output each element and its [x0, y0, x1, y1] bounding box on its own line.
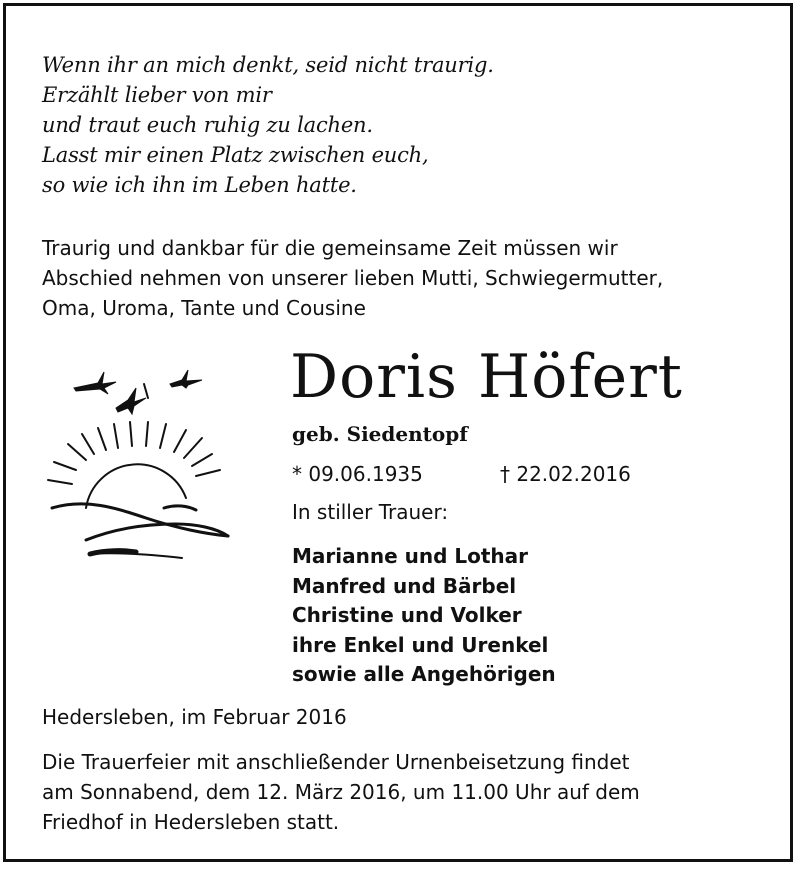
intro-text [42, 233, 772, 323]
intro-line: Abschied nehmen von unserer lieben Mutti, Schwiegermutter, [42, 266, 664, 290]
death-date: † 22.02.2016 [500, 462, 631, 486]
mourner: Marianne und Lothar [292, 544, 529, 568]
sunset-with-birds-icon [46, 358, 236, 568]
mourner: Christine und Volker [292, 603, 522, 627]
intro-line: Traurig und dankbar für die gemeinsame Zeit müssen wir [42, 236, 618, 260]
mourners-list [292, 542, 556, 690]
birth-name: geb. Siedentopf [292, 422, 468, 446]
mourner: ihre Enkel und Urenkel [292, 632, 549, 657]
place-date: Hedersleben, im Februar 2016 [42, 705, 347, 729]
mourner: sowie alle Angehörigen [292, 662, 556, 686]
funeral-line: am Sonnabend, dem 12. März 2016, um 11.00 Uhr auf dem [42, 780, 640, 804]
poem-line: und traut euch ruhig zu lachen. [42, 113, 373, 137]
funeral-line: Die Trauerfeier mit anschließender Urnenbeisetzung findet [42, 750, 630, 774]
poem [42, 50, 494, 200]
intro-line: Oma, Uroma, Tante und Cousine [42, 296, 366, 320]
obituary-frame [3, 3, 793, 862]
deceased-name: Doris Höfert [290, 342, 683, 412]
mourner: Manfred und Bärbel [292, 573, 517, 598]
birth-date: * 09.06.1935 [292, 462, 423, 486]
poem-line: Erzählt lieber von mir [42, 83, 272, 107]
mourning-label: In stiller Trauer: [292, 500, 449, 524]
life-dates [292, 460, 631, 488]
poem-line: Lasst mir einen Platz zwischen euch, [42, 143, 429, 167]
funeral-notice [42, 747, 640, 837]
poem-line: so wie ich ihn im Leben hatte. [42, 173, 357, 197]
poem-line: Wenn ihr an mich denkt, seid nicht traurig. [42, 53, 494, 77]
funeral-line: Friedhof in Hedersleben statt. [42, 810, 340, 834]
